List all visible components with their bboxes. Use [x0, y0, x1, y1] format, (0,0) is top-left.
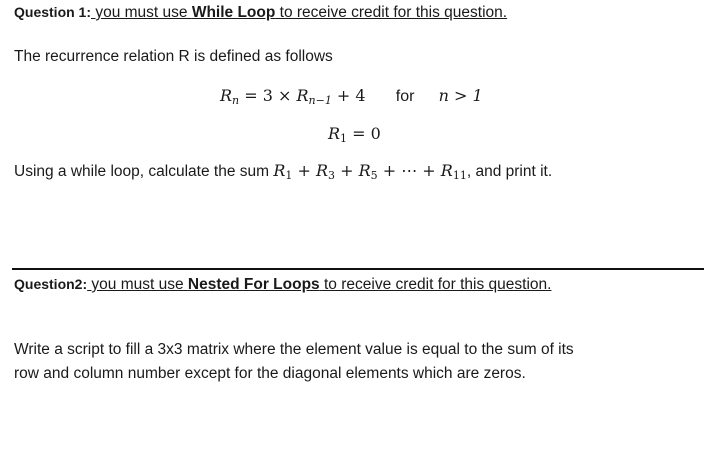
initial-value: = 0 — [347, 124, 381, 143]
question2-line2: row and column number except for the diagonal elements which are zeros. — [14, 365, 526, 382]
question1-heading — [14, 4, 507, 22]
recurrence-equals: = 3 × — [244, 86, 297, 105]
question1-instruction-pre: you must use — [91, 4, 192, 21]
recurrence-condition: n > 1 — [438, 86, 483, 105]
question1-instruction-bold: While Loop — [191, 4, 276, 21]
task-pre: Using a while loop, calculate the sum — [14, 163, 274, 180]
question2-instruction-post: to receive credit for this question. — [319, 276, 552, 293]
question1-instruction-post: to receive credit for this question. — [275, 4, 508, 21]
term-sep: + — [335, 161, 359, 180]
term-var: R — [273, 161, 286, 180]
question2-heading — [14, 276, 551, 294]
recurrence-rhs-var: R — [296, 86, 309, 105]
recurrence-lhs-sub: n — [232, 94, 240, 107]
initial-condition — [328, 124, 381, 143]
term-sep: + — [292, 161, 316, 180]
recurrence-plus: + 4 — [331, 86, 366, 105]
recurrence-lhs: R — [220, 86, 233, 105]
initial-sub: 1 — [340, 132, 348, 145]
recurrence-for: for — [395, 88, 415, 105]
term-sub: 1 — [285, 169, 293, 182]
question2-line1: Write a script to fill a 3x3 matrix where the element value is equal to the sum of its — [14, 341, 574, 358]
question2-instruction — [87, 276, 551, 293]
term-sub: 5 — [370, 169, 378, 182]
term-sep: + ⋯ + — [377, 161, 441, 180]
section-divider — [12, 268, 704, 270]
question1-instruction — [91, 4, 507, 21]
term-var: R — [440, 161, 453, 180]
question2-instruction-bold: Nested For Loops — [187, 276, 320, 293]
term-var: R — [315, 161, 329, 180]
recurrence-rhs-sub: n−1 — [308, 94, 332, 107]
task-post: , and print it. — [466, 163, 553, 180]
question2-label: Question2: — [14, 276, 88, 292]
question1-label: Question 1: — [14, 4, 92, 20]
term-sub: 3 — [328, 169, 336, 182]
question2-instruction-pre: you must use — [87, 276, 188, 293]
term-sub: 11 — [452, 169, 467, 182]
question1-task — [14, 161, 552, 181]
recurrence-equation — [220, 86, 483, 106]
question1-intro: The recurrence relation R is defined as follows — [14, 48, 333, 65]
initial-var: R — [328, 124, 341, 143]
term-var: R — [358, 161, 371, 180]
